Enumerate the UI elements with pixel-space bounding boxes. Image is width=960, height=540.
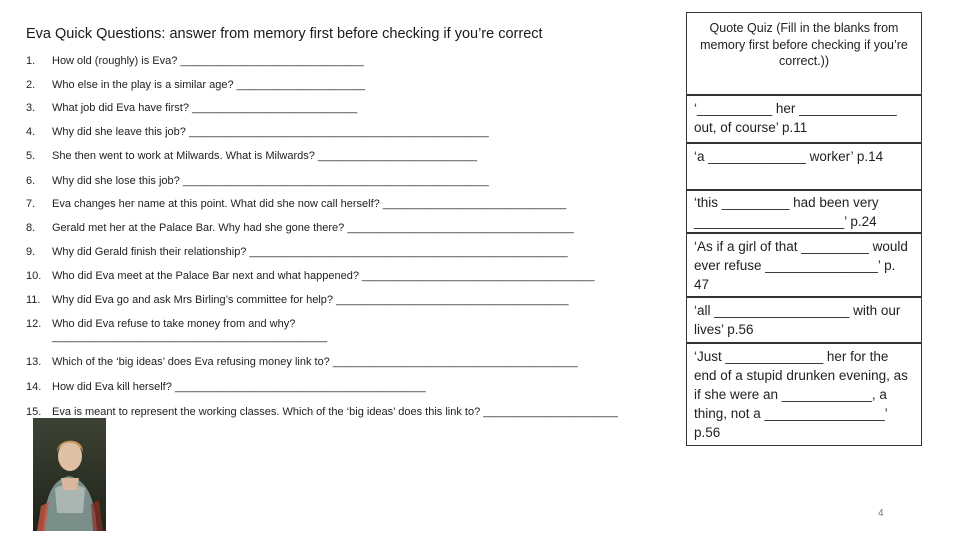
question-11: 11. Why did Eva go and ask Mrs Birling’s committee for help? ______________________________________ (26, 294, 569, 306)
question-13: 13. Which of the ‘big ideas’ does Eva refusing money link to? ________________________________________ (26, 356, 578, 368)
quote-4: ‘As if a girl of that _________ would ever refuse _______________’ p. 47 (686, 233, 922, 297)
question-12: 12. Who did Eva refuse to take money from and why? _____________________________________________ (26, 318, 328, 343)
question-9: 9. Why did Gerald finish their relationship? ____________________________________________________ (26, 246, 568, 258)
quote-2: ‘a _____________ worker’ p.14 (686, 143, 922, 191)
question-6: 6. Why did she lose this job? __________________________________________________ (26, 175, 489, 187)
quote-6: ‘Just _____________ her for the end of a stupid drunken evening, as if she were an ____________, a thing, not a ________________’ p.56 (686, 343, 922, 446)
question-10: 10. Who did Eva meet at the Palace Bar next and what happened? ______________________________________ (26, 270, 595, 282)
question-14: 14. How did Eva kill herself? _________________________________________ (26, 381, 426, 393)
eva-photo (33, 418, 106, 531)
question-2: 2. Who else in the play is a similar age? _____________________ (26, 79, 366, 91)
quote-1: ‘__________ her _____________ out, of course’ p.11 (686, 95, 922, 143)
question-8: 8. Gerald met her at the Palace Bar. Why had she gone there? _____________________________________ (26, 222, 574, 234)
question-15: 15. Eva is meant to represent the working classes. Which of the ‘big ideas’ does this link to? ______________________ (26, 406, 618, 418)
question-1: 1. How old (roughly) is Eva? ______________________________ (26, 55, 364, 67)
quote-5: ‘all __________________ with our lives’ p.56 (686, 297, 922, 343)
question-3: 3. What job did Eva have first? ___________________________ (26, 102, 358, 114)
question-7: 7. Eva changes her name at this point. What did she now call herself? ______________________________ (26, 198, 567, 210)
worksheet-title: Eva Quick Questions: answer from memory first before checking if you’re correct (26, 26, 543, 42)
quote-quiz-title-box (686, 12, 922, 95)
question-4: 4. Why did she leave this job? _________________________________________________ (26, 126, 489, 138)
page-number: 4 (878, 508, 884, 519)
quote-3: ‘this _________ had been very ____________________’ p.24 (686, 189, 922, 233)
question-5: 5. She then went to work at Milwards. What is Milwards? __________________________ (26, 150, 477, 162)
quote-quiz-title: Quote Quiz (Fill in the blanks from memory first before checking if you’re correct.)) (700, 21, 908, 68)
